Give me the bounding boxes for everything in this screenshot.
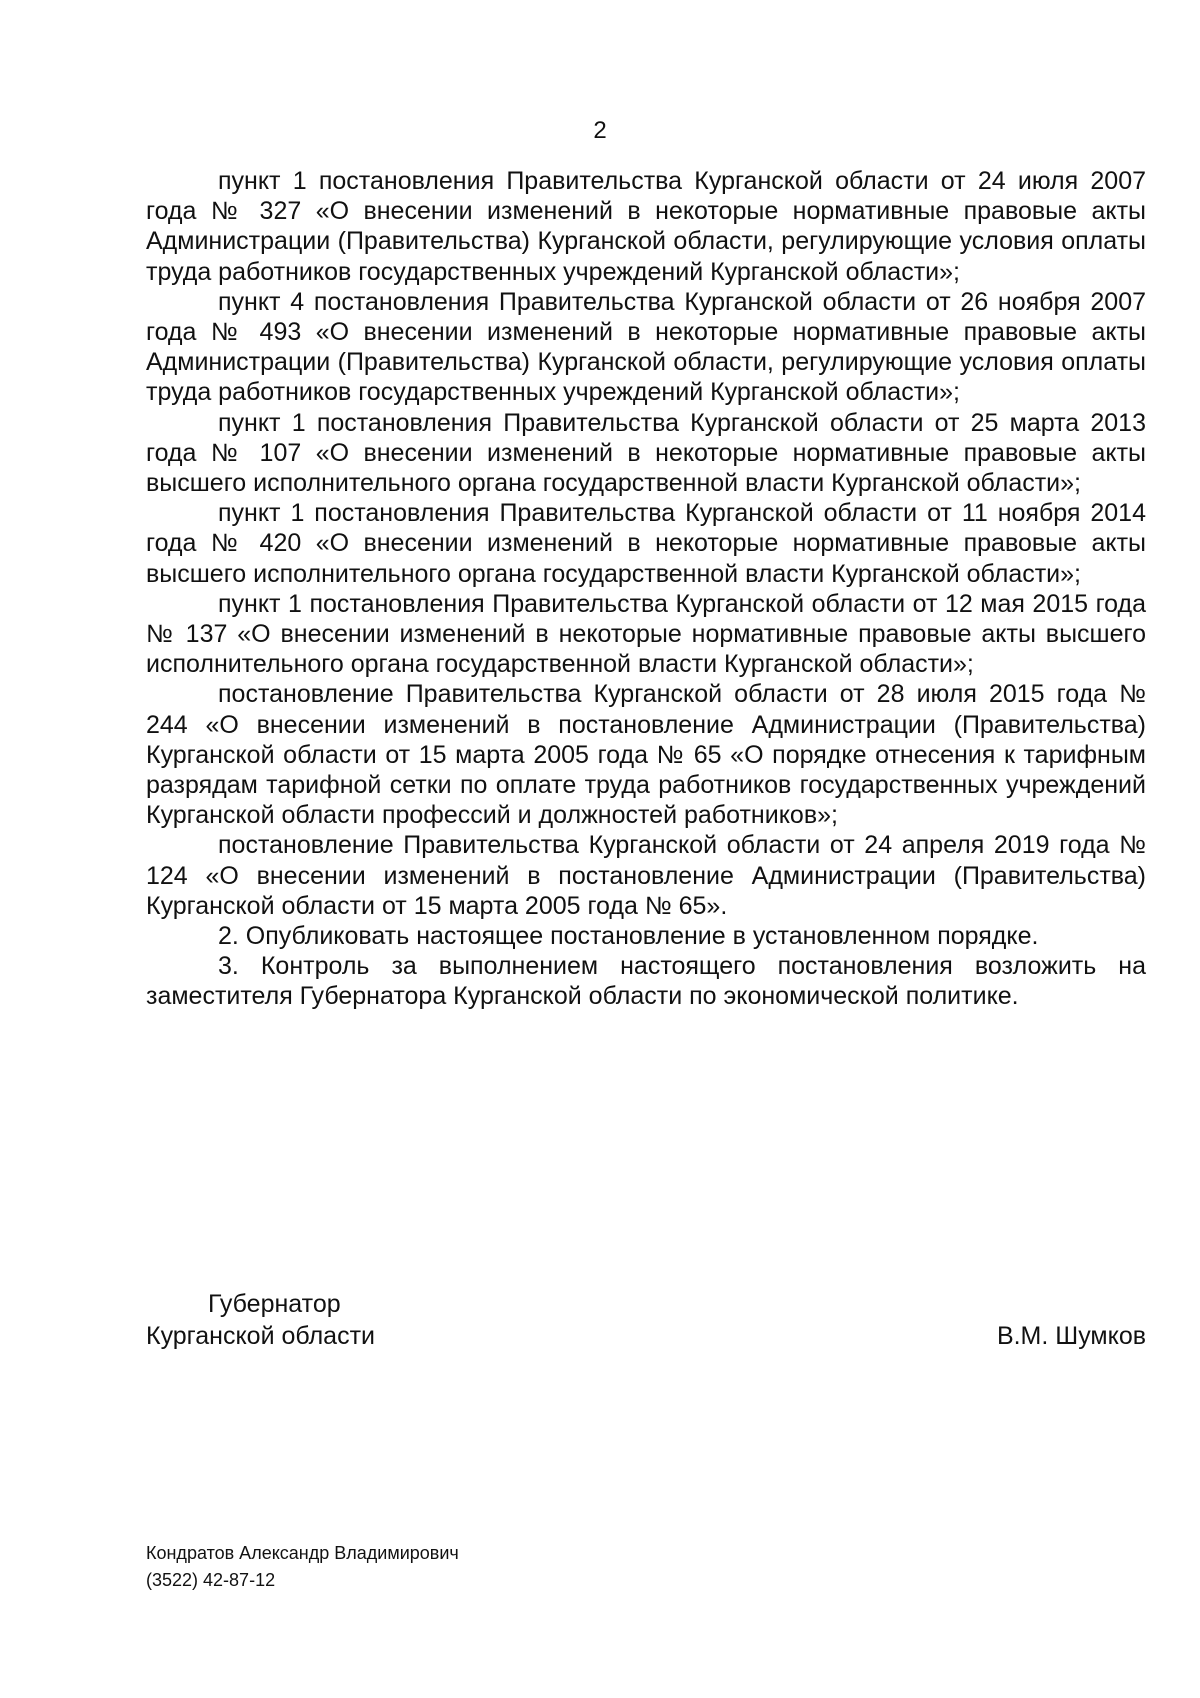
contact-block (146, 1540, 459, 1594)
page-number: 2 (593, 117, 607, 144)
contact-phone: (3522) 42-87-12 (146, 1570, 276, 1590)
paragraph-item-4: пункт 1 постановления Правительства Курганской области от 11 ноября 2014 года № 420 «О внесении изменений в некоторые нормативные правовые акты высшего исполнительного органа государственной власти Курганской области»; (146, 499, 1146, 588)
signature-title-line2: Курганской области (146, 1322, 376, 1350)
paragraph-item-2: пункт 4 постановления Правительства Курганской области от 26 ноября 2007 года № 493 «О внесении изменений в некоторые нормативные правовые акты Администрации (Правительства) Курганской области, регулирующие условия оплаты труда работников государственных учреждений Курганской области»; (146, 287, 1146, 407)
paragraph-control: 3. Контроль за выполнением настоящего постановления возложить на заместителя Губернатора Курганской области по экономической политике. (146, 952, 1146, 1011)
paragraph-item-7: постановление Правительства Курганской области от 24 апреля 2019 года № 124 «О внесении изменений в постановление Администрации (Правительства) Курганской области от 15 марта 2005 года № 65». (146, 831, 1146, 920)
document-body (146, 166, 1146, 1012)
signature-name: В.М. Шумков (996, 1322, 1146, 1350)
paragraph-item-1: пункт 1 постановления Правительства Курганской области от 24 июля 2007 года № 327 «О внесении изменений в некоторые нормативные правовые акты Администрации (Правительства) Курганской области, регулирующие условия оплаты труда работников государственных учреждений Курганской области»; (146, 167, 1146, 286)
contact-name: Кондратов Александр Владимирович (146, 1543, 459, 1563)
paragraph-item-6: постановление Правительства Курганской области от 28 июля 2015 года № 244 «О внесении изменений в постановление Администрации (Правительства) Курганской области от 15 марта 2005 года № 65 «О порядке отнесения к тарифным разрядам тарифной сетки по оплате труда работников государственных учреждений Курганской области профессий и должностей работников»; (146, 680, 1146, 830)
signature-block (146, 1288, 1146, 1358)
paragraph-publish: 2. Опубликовать настоящее постановление в установленном порядке. (218, 922, 1039, 951)
signature-title-line1: Губернатор (208, 1290, 341, 1318)
paragraph-item-5: пункт 1 постановления Правительства Курганской области от 12 мая 2015 года № 137 «О внесении изменений в некоторые нормативные правовые акты высшего исполнительного органа государственной власти Курганской области»; (146, 589, 1146, 679)
paragraph-item-3: пункт 1 постановления Правительства Курганской области от 25 марта 2013 года № 107 «О внесении изменений в некоторые нормативные правовые акты высшего исполнительного органа государственной власти Курганской области»; (146, 408, 1146, 498)
